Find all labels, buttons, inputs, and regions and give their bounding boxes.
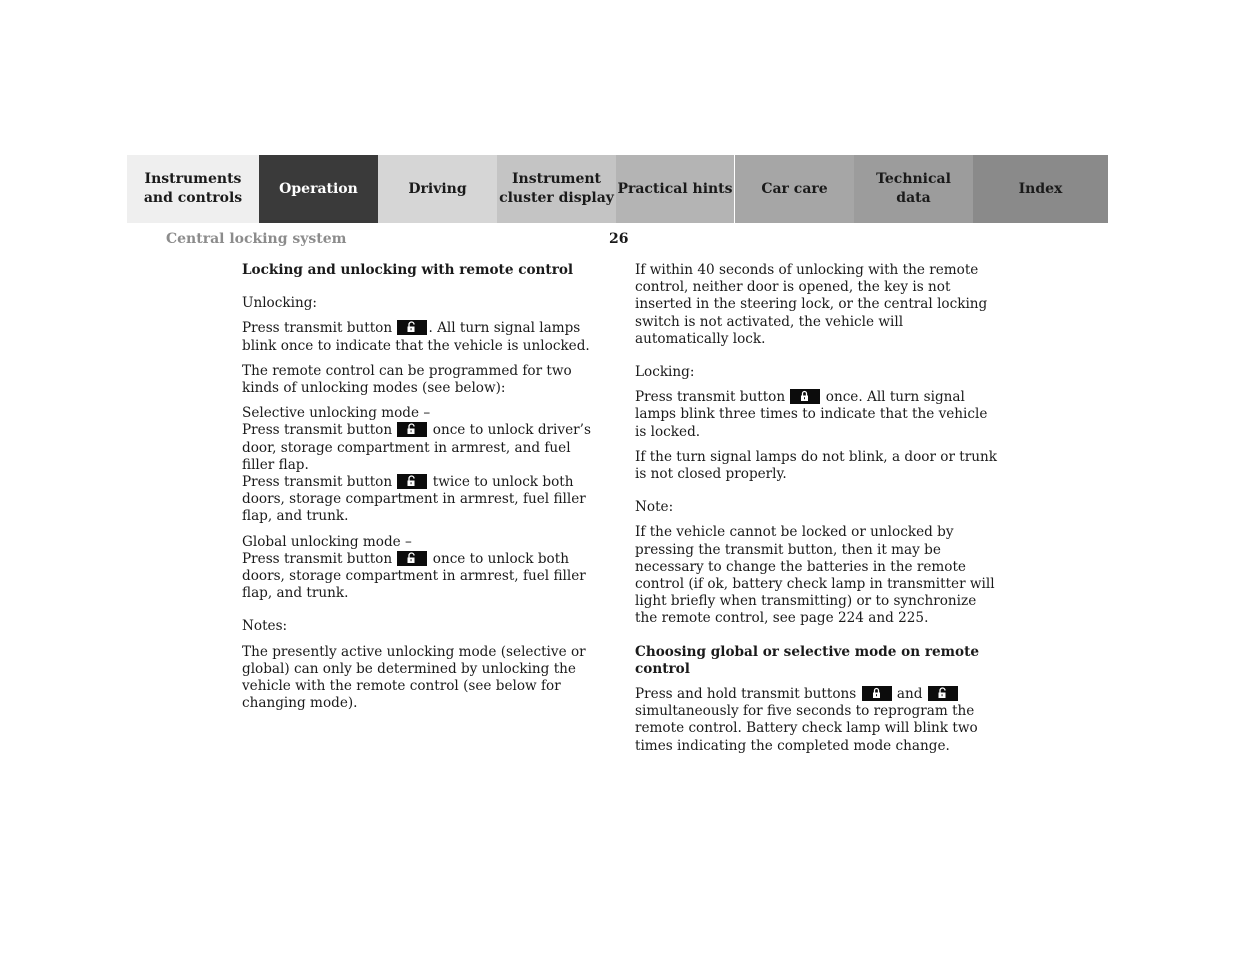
- page-number: 26: [609, 231, 629, 247]
- tab-operation[interactable]: [259, 155, 378, 223]
- locking-label: Locking:: [635, 364, 695, 381]
- paragraph: The remote control can be programmed for two kinds of unlocking modes (see below):: [242, 362, 572, 397]
- tab-driving[interactable]: [378, 155, 497, 223]
- paragraph: Press and hold transmit buttons and simultaneously for five seconds to reprogram the remote control. Battery check lamp will blink two times indicating the completed mode change.: [635, 686, 978, 754]
- tab-practical-hints[interactable]: [616, 155, 735, 223]
- paragraph: The presently active unlocking mode (selective or global) can only be determined by unlocking the vehicle with the remote control (see below for changing mode).: [242, 643, 586, 712]
- paragraph: If the turn signal lamps do not blink, a door or trunk is not closed properly.: [635, 448, 997, 483]
- paragraph: If the vehicle cannot be locked or unlocked by pressing the transmit button, then it may be necessary to change the batteries in the remote control (if ok, battery check lamp in transmitter will light briefly when transmitting) or to synchronize the remote control, see page 224 and 225.: [635, 524, 995, 627]
- tab-label: and controls: [143, 190, 243, 206]
- unlock-key-icon: [397, 551, 427, 566]
- tab-label: Instruments: [144, 171, 242, 187]
- section-heading: Locking and unlocking with remote control: [242, 262, 574, 278]
- note-label: Note:: [635, 499, 674, 516]
- section-heading: Choosing global or selective mode on remote control: [635, 643, 980, 677]
- tab-instruments-and-controls[interactable]: [127, 155, 259, 223]
- notes-label: Notes:: [242, 618, 288, 635]
- paragraph: Press transmit button once to unlock driver’s door, storage compartment in armrest, and fuel filler flap.: [242, 422, 591, 473]
- section-title: Central locking system: [166, 231, 347, 247]
- global-mode-label: Global unlocking mode –: [242, 533, 412, 550]
- unlock-key-icon: [928, 686, 958, 701]
- tab-label: Driving: [408, 180, 467, 197]
- lock-key-icon: [790, 389, 820, 404]
- tab-label: Car care: [761, 180, 828, 197]
- chapter-navigation: [127, 155, 1108, 223]
- left-column: [242, 262, 604, 712]
- paragraph: Press transmit button twice to unlock both doors, storage compartment in armrest, fuel filler flap, and trunk.: [242, 474, 586, 525]
- paragraph: If within 40 seconds of unlocking with the remote control, neither door is opened, the key is not inserted in the steering lock, or the central locking switch is not activated, the vehicle will automatically lock.: [635, 262, 988, 347]
- selective-mode-label: Selective unlocking mode –: [242, 405, 431, 422]
- paragraph: Press transmit button once to unlock both doors, storage compartment in armrest, fuel filler flap, and trunk.: [242, 550, 586, 602]
- right-column: [635, 262, 1000, 755]
- paragraph: Press transmit button once. All turn signal lamps blink three times to indicate that the vehicle is locked.: [635, 389, 988, 440]
- tab-label: Index: [1018, 180, 1063, 197]
- tab-label: cluster display: [499, 190, 614, 206]
- paragraph: Press transmit button . All turn signal lamps blink once to indicate that the vehicle is unlocked.: [242, 320, 590, 354]
- tab-label: Instrument: [512, 171, 601, 187]
- unlock-key-icon: [397, 422, 427, 437]
- tab-instrument-cluster-display[interactable]: [497, 155, 616, 223]
- tab-car-care[interactable]: [735, 155, 854, 223]
- unlock-key-icon: [397, 320, 427, 335]
- tab-label: Technical: [876, 171, 951, 187]
- tab-technical-data[interactable]: [854, 155, 973, 223]
- tab-label: Operation: [279, 180, 358, 197]
- unlock-key-icon: [397, 474, 427, 489]
- tab-label: data: [896, 190, 931, 206]
- lock-key-icon: [862, 686, 892, 701]
- tab-label: Practical hints: [617, 180, 733, 197]
- unlocking-label: Unlocking:: [242, 295, 317, 312]
- tab-index[interactable]: [973, 155, 1108, 223]
